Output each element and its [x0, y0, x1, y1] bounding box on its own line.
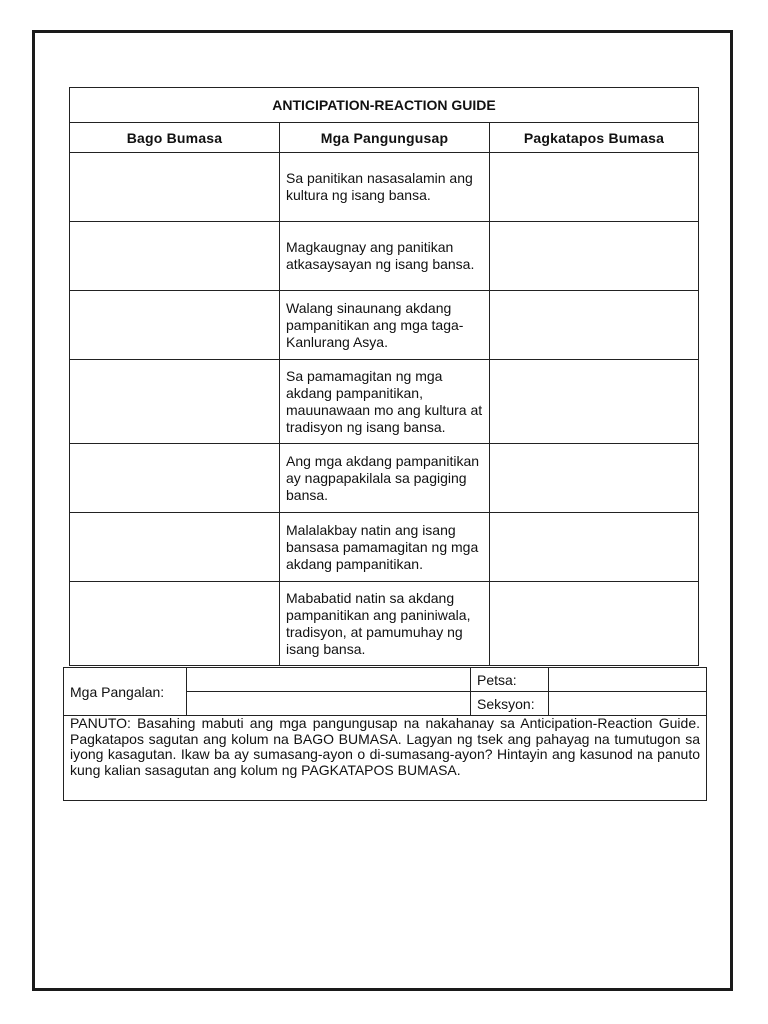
table-row — [70, 513, 699, 582]
bago-bumasa-cell[interactable] — [70, 444, 280, 513]
pagkatapos-bumasa-cell[interactable] — [490, 222, 699, 291]
section-label: Seksyon: — [471, 692, 549, 716]
statement-cell: Sa panitikan nasasalamin ang kultura ng isang bansa. — [280, 153, 490, 222]
anticipation-reaction-table — [69, 87, 699, 666]
statement-cell: Malalakbay natin ang isang bansasa pamamagitan ng mga akdang pampanitikan. — [280, 513, 490, 582]
table-row — [70, 444, 699, 513]
pagkatapos-bumasa-cell[interactable] — [490, 444, 699, 513]
table-row — [70, 153, 699, 222]
header-mga-pangungusap: Mga Pangungusap — [280, 123, 490, 153]
names-field-1[interactable] — [187, 668, 471, 692]
date-field[interactable] — [549, 668, 707, 692]
bago-bumasa-cell[interactable] — [70, 153, 280, 222]
section-field[interactable] — [549, 692, 707, 716]
bago-bumasa-cell[interactable] — [70, 222, 280, 291]
statement-cell: Magkaugnay ang panitikan atkasaysayan ng isang bansa. — [280, 222, 490, 291]
pagkatapos-bumasa-cell[interactable] — [490, 291, 699, 360]
names-field-2[interactable] — [187, 692, 471, 716]
table-row — [70, 222, 699, 291]
pagkatapos-bumasa-cell[interactable] — [490, 513, 699, 582]
header-bago-bumasa: Bago Bumasa — [70, 123, 280, 153]
statement-cell: Mababatid natin sa akdang pampanitikan ang paniniwala, tradisyon, at pamumuhay ng isang bansa. — [280, 582, 490, 666]
statement-cell: Ang mga akdang pampanitikan ay nagpapakilala sa pagiging bansa. — [280, 444, 490, 513]
table-row — [70, 360, 699, 444]
header-pagkatapos-bumasa: Pagkatapos Bumasa — [490, 123, 699, 153]
table-title: ANTICIPATION-REACTION GUIDE — [70, 88, 699, 123]
bago-bumasa-cell[interactable] — [70, 582, 280, 666]
date-label: Petsa: — [471, 668, 549, 692]
table-row — [70, 582, 699, 666]
instructions-text: PANUTO: Basahing mabuti ang mga pangungusap na nakahanay sa Anticipation-Reaction Guide. Pagkatapos sagutan ang kolum na BAGO BUMASA. Lagyan ng tsek ang pahayag na tumutugon sa iyong kasagutan. Ikaw ba ay sumasang-ayon o di-sumasang-ayon? Hintayin ang kasunod na panuto kung kalian sasagutan ang kolum ng PAGKATAPOS BUMASA. — [64, 716, 707, 801]
student-info-table — [63, 667, 707, 801]
bago-bumasa-cell[interactable] — [70, 360, 280, 444]
bago-bumasa-cell[interactable] — [70, 291, 280, 360]
names-label: Mga Pangalan: — [64, 668, 187, 716]
table-row — [70, 291, 699, 360]
pagkatapos-bumasa-cell[interactable] — [490, 582, 699, 666]
statement-cell: Sa pamamagitan ng mga akdang pampanitikan, mauunawaan mo ang kultura at tradisyon ng isang bansa. — [280, 360, 490, 444]
statement-cell: Walang sinaunang akdang pampanitikan ang mga taga-Kanlurang Asya. — [280, 291, 490, 360]
bago-bumasa-cell[interactable] — [70, 513, 280, 582]
pagkatapos-bumasa-cell[interactable] — [490, 360, 699, 444]
pagkatapos-bumasa-cell[interactable] — [490, 153, 699, 222]
